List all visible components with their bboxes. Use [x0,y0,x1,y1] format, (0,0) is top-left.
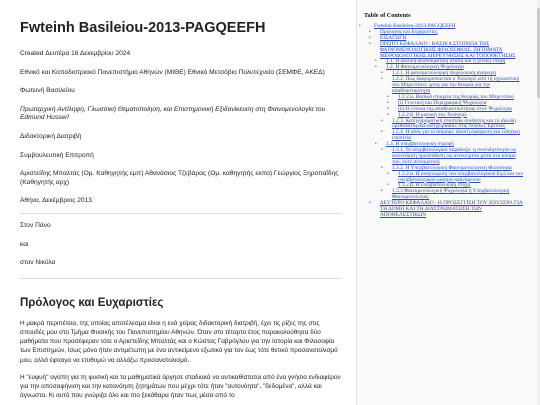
toc-link[interactable]: 1.2.2.β. Η κριτική του Χούσερλ [398,111,467,118]
toc-link[interactable]: 1.3.1. Το υπερβατολογικό παράδοξο: η συνειδητότητα ως ασυνείδητη προϋπόθεση ως αντικείμενα μέσα στο κόσμο του, ουτε αυτοκριτική [392,147,517,165]
divider [20,213,342,214]
toc-item [386,77,524,118]
created-date: Created Δευτέρα 16 Δεκεμβρίου 2024 [20,50,131,57]
toc-item [386,148,524,166]
dedication-line-3: στον Νικόλα [20,259,56,267]
toc-link[interactable]: 1.2.1. Η φαινομενολογική ψυχολογική αναγωγή [392,70,496,77]
toc-sublist [374,30,524,219]
paragraph: Η μακρά περιπέτεια, της οποίας αποτέλεσμα είναι η ενά χείρας διδακτορική διατριβή, έχει τις ρίζες της στις σπουδές μου στο Τμήμα Φυσικής του Πανεπιστημίου Αθηνών. Όταν στο τέταρτο έτος παρακολούθησα δύο μαθήματα που προσέφεραν τότε ο Αριστείδης Μπαλτάς και ο Κώστας Γαβρόγλου για την Ιστορία και Φιλοσοφία των Επιστημών, ίσως μόνο ήταν αντιμέτωπη με ένα αντικείμενο εξωτικό για τον έως τότε θετικό προσανατολισμό μου, αλλά έφταιγα να επιθυμώ να αλλάξω προσανατολισμό. [20,319,338,364]
toc-sublist [364,24,524,219]
paragraph: Η "ευφυή" αγάπη για τη φυσική και τα μαθηματικά άργησε σταδιακά να αντικαθίσταται από ένα γνήσιο ενδιαφέρον για την αποσαφήνιση και την κατανόηση ζητημάτων που μέχρι τότε ήταν "αυτονόητα", "δεδομένα", αλλά και άγνωστα. Κι αυτό που γνώριζα όλο και πιο ξεκάθαρα ήταν πως μέσα από το [20,373,341,400]
toc-sublist [392,95,524,119]
toc-link[interactable]: 1.2.3. Κατηγορηματική εποπτεία σύνθεσης και το ιδεώδη «μεθοδολογικά κατηγοριακά» στις Λογικές Έρευνες [392,117,516,130]
toc-item [364,24,524,219]
toc-title: Table of Contents [364,12,411,19]
committee-members: Αριστείδης Μπαλτάς (Ομ. Καθηγητής εμπ) Αθανάσιος Τζεβάρας (Ομ. καθηγητής εκπα) Γεώργιος Ξηροπαΐδης (Καθηγητής αρχ) [20,170,339,186]
toc-link[interactable]: ΕΙΣΑΓΩΓΗ [380,34,407,41]
author-name: Φωτεινή Βασιλείου [20,87,75,95]
dedication-line-1: Στον Πάνο [20,221,51,229]
toc-link[interactable]: 1.3.3 Φαινομενολογική Ψυχολογία ή Υπερβατολογική Φαινομενολογία; [392,188,510,201]
toc-link[interactable]: 1.3.2.α. Η αναγνώριση του υπερβατολογικού Εγώ και του υπερβατολογικού κόσμου φαινόμενου [398,170,524,183]
section-heading: Πρόλογος και Ευχαριστίες [20,296,164,309]
toc-link[interactable]: (i) Γενετική και Περιγραφική Ψυχολογία [398,99,487,106]
toc-link[interactable]: 1.2.4. Η οδός για το απριόρι: ιδεατή αφαίρεση και ειδητική εποπτεία [392,129,520,142]
toc-link[interactable]: Fwteinh Basileiou-2013-PAGQEEFH [374,23,456,29]
thesis-title: Πρωταρχική Αντίληψη, Γλωσσική Θεματοποίηση, και Επιστημονική Εξιδανίκευση στη Φαινομενολογία του Edmund Husserl [20,105,326,122]
toc-item [380,142,524,201]
toc-item [380,65,524,142]
toc-link[interactable]: 1.2.2. Πώς διαφοροποιείται ο Χούσερλ από τη σχολαστική του Μπρεντάνο: ιχνος για την θεωρία για την απαθλαστικότητα [392,76,520,94]
toc-sublist [380,59,524,201]
divider [20,278,342,279]
university-line: Εθνικό και Καποδιστριακό Πανεπιστήμιο Αθηνών (ΜΙΘΕ) Εθνικό Μετσόβιο Πολυτεχνείο (ΣΕΜΦΕ, ΑΚΕΔ) [20,68,325,76]
toc-sublist [392,172,524,190]
toc-link[interactable]: (ii) Η έννοια της απαθλαστικότητας στον Ψυχολογία [398,105,512,112]
committee-label: Συμβουλευτική Επιτροπή [20,151,94,159]
toc-link[interactable]: 1.2. Η Φαινομενολογική Ψυχολογία [386,64,464,71]
toc-link[interactable]: 1.3. Η υπερβατολογική στροφή [386,141,454,148]
toc-item [374,42,524,201]
page-title: Fwteinh Basileiou-2013-PAGQEEFH [20,20,266,36]
toc-link[interactable]: 1.3.2. Η Υπερβατολογική Φαινομενολογική Φιλοσοφία [392,164,512,171]
toc-link[interactable]: ΔΕΥΤΕΡΟ ΚΕΦΑΛΑΙΟ : Η ΠΡΟΣΕΓΓΙΣΗ ΤΟΥ ΧΟΥΣΕΡΛ ΓΙΑ ΤΗ ΔΟΜΗ ΚΑΙ ΤΗ ΔΙΑΣΤΡΩΜΑΤΩΣΗ ΤΩΝ ΑΠΟΘΕΛΕΣΤΙΚΩΝ [380,200,523,218]
toc-link[interactable]: 1.3.2.β. Η υπερβατολογική εποχή [398,182,471,189]
toc-sidebar [356,0,540,405]
toc-link[interactable]: Πρόλογος και Ευχαριστίες [380,28,438,35]
toc-link[interactable]: 1.1. Η φυσική-φυσιοκρατική στάση και η γενική εποχή [386,58,506,65]
toc-list [364,24,524,219]
document-body [20,20,342,405]
toc-item [386,166,524,190]
thesis-type: Διδακτορική Διατριβή [20,132,82,140]
toc-link[interactable]: ΠΡΩΤΟ ΚΕΦΑΛΑΙΟ : ΒΑΣΙΚΑ ΣΤΟΙΧΕΙΑ ΤΗΣ ΦΑΙΝΟΜΕΝΟΛΟΓΙΚΗΣ ΦΙΛΟΣΟΦΙΑΣ. ΖΗΤΗΜΑΤΑ ΜΕΘΟΔΟΛΟΓΙΚΗΣ ΔΙΕΡΕΥΝΗΣΗΣ ΚΑΙ ΤΟΠΟΘΕΤΗΣΗΣ [380,40,516,59]
dedication-line-2: και [20,240,29,248]
toc-item [374,201,524,219]
toc-sublist [386,71,524,142]
toc-sublist [386,148,524,201]
toc-link[interactable]: 1.2.2.α. Βασικά στοιχεία της θεωρίας του Μπρεντάνο [398,93,514,100]
place-date: Αθήνα, Δεκέμβριος 2013 [20,197,92,205]
